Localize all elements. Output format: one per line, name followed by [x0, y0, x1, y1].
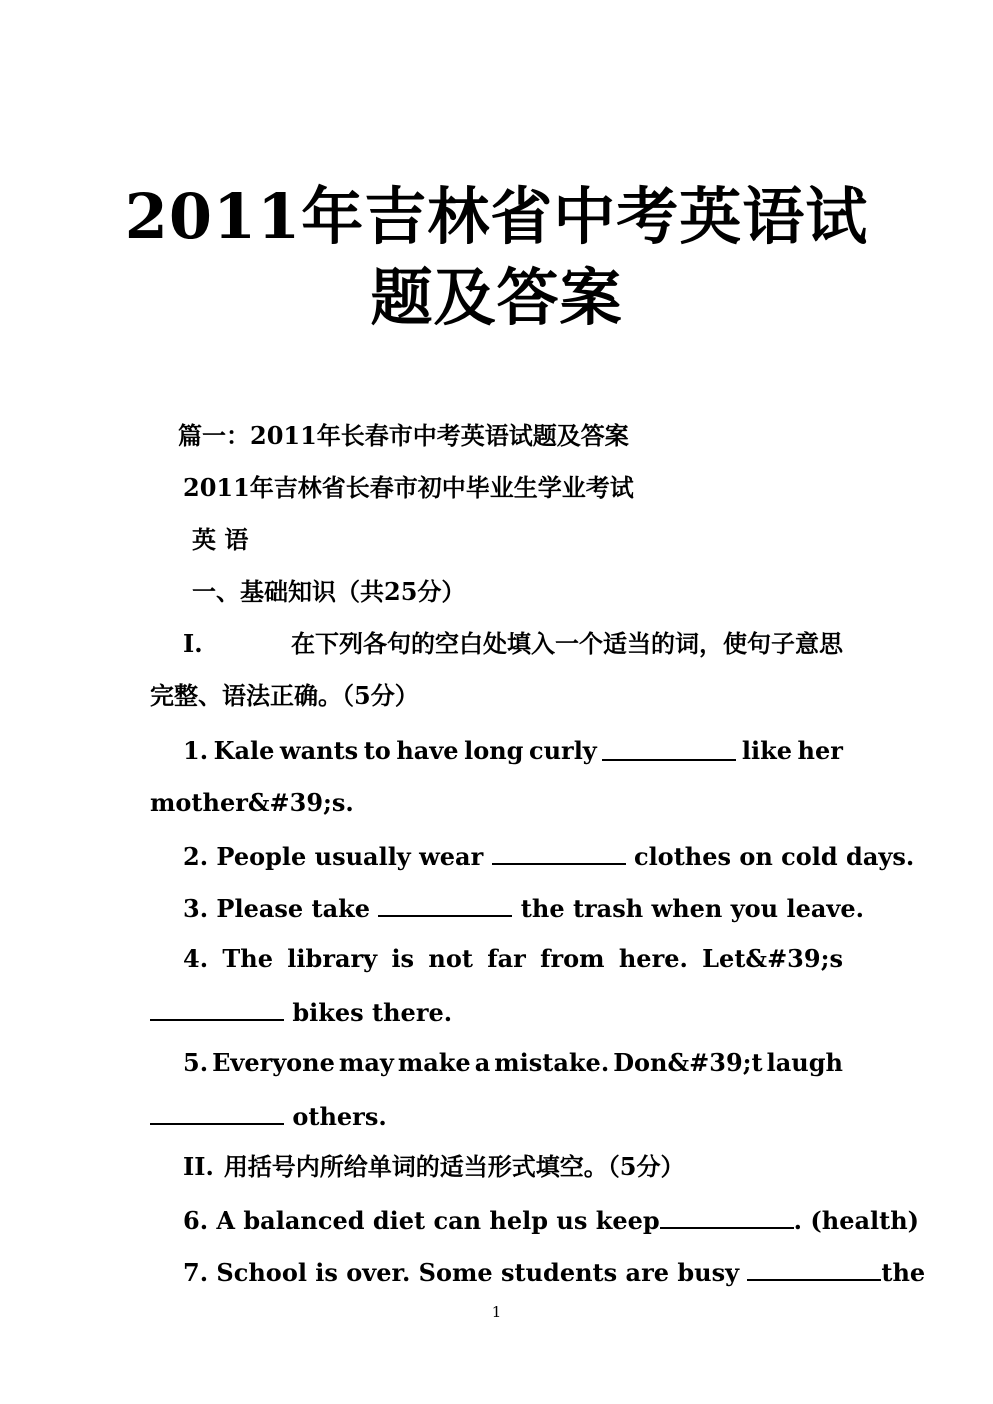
q4-word: library	[287, 944, 378, 973]
question-1-cont: mother&#39;s.	[150, 788, 354, 817]
q5-word: 5.	[183, 1048, 209, 1077]
question-4	[183, 941, 843, 977]
q2-blank	[492, 837, 626, 865]
q5-word: mistake.	[494, 1048, 610, 1077]
q5-word: a	[474, 1048, 491, 1077]
document-title-line-1: 2011年吉林省中考英语试	[124, 180, 869, 253]
section-1-heading: 一、基础知识（共25分）	[192, 577, 466, 606]
q4-word: is	[391, 944, 415, 973]
q5-cont: others.	[284, 1102, 387, 1131]
q4-blank	[150, 993, 284, 1021]
q4-word: not	[428, 944, 473, 973]
subtitle: 篇一：2011年长春市中考英语试题及答案	[178, 421, 629, 450]
q7-blank	[747, 1253, 881, 1281]
question-3	[183, 889, 864, 927]
q2-after: clothes on cold days.	[625, 842, 915, 871]
q1-word: wants	[279, 736, 359, 765]
q1-word: curly	[528, 736, 597, 765]
question-6	[183, 1201, 919, 1239]
q6-blank	[660, 1201, 794, 1229]
question-7	[183, 1253, 925, 1291]
q3-blank	[378, 889, 512, 917]
q7-before: 7. School is over. Some students are busy	[183, 1258, 748, 1287]
q1-blank	[602, 733, 736, 761]
q3-after: the trash when you leave.	[512, 894, 864, 923]
q5-word: may	[338, 1048, 394, 1077]
q6-before: 6. A balanced diet can help us keep	[183, 1206, 660, 1235]
q4-word: Let&#39;s	[702, 944, 843, 973]
q6-after: . (health)	[793, 1206, 920, 1235]
part-1-label: I.	[183, 629, 203, 658]
q4-word: 4.	[183, 944, 209, 973]
question-5	[183, 1045, 843, 1081]
q7-after: the	[881, 1258, 926, 1287]
exam-name: 2011年吉林省长春市初中毕业生学业考试	[183, 473, 634, 502]
part-1-instruction-text: 在下列各句的空白处填入一个适当的词，使句子意思	[291, 629, 843, 658]
subject-heading: 英 语	[192, 525, 249, 554]
q1-word: 1.	[183, 736, 209, 765]
q4-cont: bikes there.	[284, 998, 453, 1027]
question-2	[183, 837, 914, 875]
q1-word: Kale	[213, 736, 275, 765]
q1-word: like	[741, 736, 792, 765]
q1-word: long	[464, 736, 524, 765]
q4-word: The	[222, 944, 273, 973]
q4-word: here.	[618, 944, 688, 973]
q2-before: 2. People usually wear	[183, 842, 492, 871]
q5-word: Everyone	[212, 1048, 335, 1077]
document-title-line-2: 题及答案	[370, 261, 623, 334]
part-2-instruction	[183, 1149, 685, 1185]
q5-blank	[150, 1097, 284, 1125]
part-1-instruction	[183, 626, 843, 662]
part-2-instruction-text: 用括号内所给单词的适当形式填空。（5分）	[223, 1152, 685, 1181]
question-4-cont	[150, 993, 452, 1031]
q5-word: make	[397, 1048, 471, 1077]
q4-word: from	[540, 944, 605, 973]
q1-word: have	[396, 736, 459, 765]
question-1	[183, 733, 843, 769]
q5-word: laugh	[766, 1048, 843, 1077]
q5-word: Don&#39;t	[613, 1048, 763, 1077]
page-number: 1	[491, 1303, 502, 1321]
part-2-label: II.	[183, 1152, 214, 1181]
q1-word: to	[363, 736, 391, 765]
part-1-instruction-cont: 完整、语法正确。（5分）	[150, 681, 419, 710]
q4-word: far	[487, 944, 526, 973]
q3-before: 3. Please take	[183, 894, 379, 923]
q1-word: her	[797, 736, 843, 765]
question-5-cont	[150, 1097, 387, 1135]
